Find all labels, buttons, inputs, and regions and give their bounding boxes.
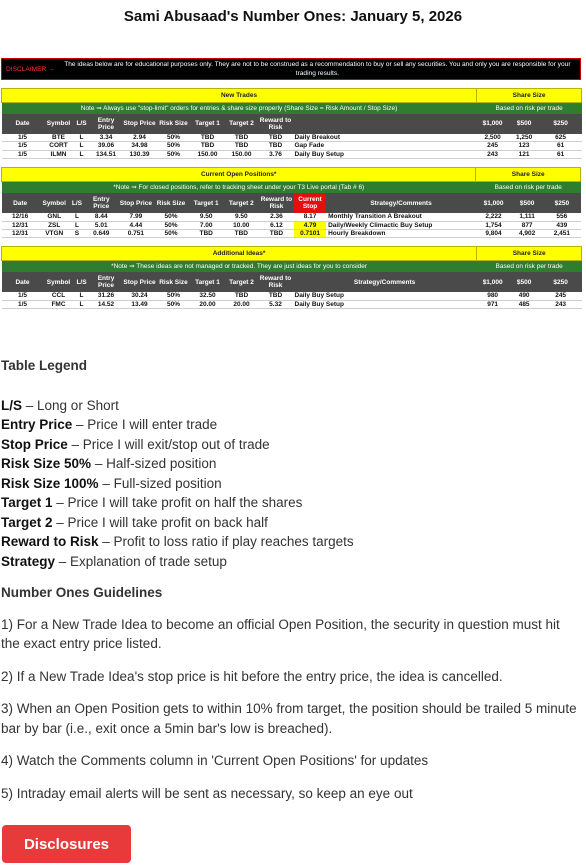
- table-cell: 13.49: [123, 300, 157, 308]
- share-size-title: Share Size: [477, 247, 582, 261]
- table-cell: 12/31: [2, 221, 39, 229]
- table-cell: 1/5: [2, 142, 44, 150]
- table-cell: CORT: [44, 142, 74, 150]
- legend-desc: – Explanation of trade setup: [55, 553, 227, 569]
- legend-term: Target 1: [1, 495, 53, 510]
- legend-term: Strategy: [1, 553, 56, 569]
- legend-desc: – Half-sized position: [91, 456, 217, 471]
- table-cell: TBD: [259, 229, 294, 237]
- table-cell: L: [74, 142, 90, 150]
- legend-title: Table Legend: [1, 358, 88, 373]
- section-title: Current Open Positions*: [2, 168, 476, 182]
- table-cell: TBD: [225, 134, 259, 142]
- legend-desc: – Price I will exit/stop out of trade: [67, 436, 270, 452]
- column-header: Entry Price: [84, 193, 118, 213]
- table-cell: 123: [509, 142, 540, 150]
- legend-term: Risk Size 50%: [1, 456, 92, 471]
- table-cell: S: [70, 229, 84, 237]
- legend-desc: – Price I will enter trade: [72, 417, 218, 432]
- column-header: Strategy/Comments: [293, 272, 477, 292]
- table-cell: 61: [540, 150, 582, 158]
- guideline-item: 5) Intraday email alerts will be sent as necessary, so keep an eye out: [1, 785, 413, 801]
- table-cell: Gap Fade: [293, 142, 477, 150]
- table-cell: Daily Buy Setup: [293, 150, 477, 158]
- column-header: Reward to Risk: [259, 114, 293, 134]
- table-cell: 2,500: [477, 134, 509, 142]
- column-header: Symbol: [39, 193, 70, 213]
- table-cell: GNL: [39, 213, 70, 221]
- table-cell: 50%: [157, 134, 191, 142]
- table-cell: 4.79: [294, 221, 326, 229]
- disclaimer-tag: DISCLAIMER →: [6, 65, 55, 73]
- legend-item: [1, 513, 581, 533]
- column-header: Date: [2, 114, 44, 134]
- column-header: Stop Price: [118, 193, 153, 213]
- column-header: Risk Size: [157, 114, 191, 134]
- column-header: Current Stop: [294, 193, 326, 213]
- section-note: *Note ⇒ These ideas are not managed or tracked. They are just ideas for you to consider: [2, 261, 477, 273]
- table-cell: 4.44: [118, 221, 153, 229]
- table-cell: TBD: [259, 142, 293, 150]
- content-body: [1, 356, 581, 816]
- table-cell: TBD: [189, 229, 224, 237]
- table-cell: 5.01: [84, 221, 118, 229]
- section-title: New Trades: [2, 89, 477, 103]
- table-cell: 12/31: [2, 229, 39, 237]
- disclaimer-text: The ideas below are for educational purposes only. They are not to be construed as a recommendation to buy or sell any securities. You and only you are responsible for your trading results.: [64, 61, 571, 77]
- table-cell: 1/5: [2, 134, 44, 142]
- table-cell: 8.17: [294, 213, 326, 221]
- table-cell: 245: [540, 292, 582, 300]
- table-row: [2, 213, 581, 221]
- column-header: L/S: [74, 114, 90, 134]
- table-cell: Monthly Transition A Breakout: [326, 213, 476, 221]
- table-cell: 121: [509, 150, 540, 158]
- table-cell: 2,222: [476, 213, 511, 221]
- table-cell: 2.36: [259, 213, 294, 221]
- table-cell: 1/5: [2, 300, 44, 308]
- table-cell: 0.649: [84, 229, 118, 237]
- column-header: Target 1: [191, 272, 225, 292]
- table-cell: 490: [509, 292, 540, 300]
- table-cell: 50%: [157, 150, 191, 158]
- section-note: Note ⇒ Always use "stop-limit" orders for entries & share size properly (Share Size = Risk Amount / Stop Size): [2, 103, 477, 115]
- table-cell: 3.34: [90, 134, 123, 142]
- column-header: Risk Size: [157, 272, 191, 292]
- column-header: $1,000: [477, 272, 509, 292]
- guidelines-list: [1, 615, 581, 804]
- table-cell: 20.00: [191, 300, 225, 308]
- table-cell: 7.99: [118, 213, 153, 221]
- column-header: Reward to Risk: [259, 272, 293, 292]
- legend-term: L/S: [1, 397, 23, 413]
- guidelines-title: Number Ones Guidelines: [1, 585, 163, 600]
- table-cell: 50%: [153, 221, 188, 229]
- table-cell: 0.751: [118, 229, 153, 237]
- share-size-title: Share Size: [477, 89, 582, 103]
- table-cell: CCL: [44, 292, 74, 300]
- table-cell: Daily/Weekly Climactic Buy Setup: [326, 221, 476, 229]
- column-header: $500: [509, 114, 540, 134]
- column-header: Target 1: [189, 193, 224, 213]
- legend-item: [1, 493, 581, 513]
- section-note: *Note ⇒ For closed positions, refer to tracking sheet under your T3 Live portal (Tab # 6): [2, 182, 476, 194]
- table-cell: 2.94: [123, 134, 157, 142]
- legend-term: Target 2: [1, 514, 53, 530]
- table-cell: 3.76: [259, 150, 293, 158]
- table-cell: 50%: [157, 142, 191, 150]
- table-cell: 8.44: [84, 213, 118, 221]
- table-cell: 150.00: [191, 150, 225, 158]
- table-cell: TBD: [225, 142, 259, 150]
- table-row: [2, 221, 581, 229]
- column-header: Entry Price: [90, 114, 123, 134]
- legend-item: [1, 474, 581, 494]
- table-cell: 14.52: [90, 300, 123, 308]
- table-cell: 31.26: [90, 292, 123, 300]
- table-cell: L: [70, 221, 84, 229]
- table-cell: Daily Breakout: [293, 134, 477, 142]
- column-header: Target 1: [191, 114, 225, 134]
- number-ones-sheet: [1, 58, 581, 309]
- table-cell: L: [74, 292, 90, 300]
- table-cell: 1,754: [476, 221, 511, 229]
- additional-ideas-section: [1, 246, 581, 309]
- legend-item: [1, 396, 581, 416]
- table-cell: 9,804: [476, 229, 511, 237]
- table-cell: 5.32: [259, 300, 293, 308]
- table-cell: L: [74, 150, 90, 158]
- column-header: $250: [540, 272, 582, 292]
- column-header: Reward to Risk: [259, 193, 294, 213]
- table-cell: Daily Buy Setup: [293, 300, 477, 308]
- table-cell: 50%: [157, 292, 191, 300]
- disclosures-button[interactable]: Disclosures: [2, 825, 131, 863]
- legend-item: [1, 415, 581, 435]
- table-row: [2, 300, 582, 308]
- table-cell: 625: [540, 134, 582, 142]
- column-header: $250: [543, 193, 580, 213]
- section-title: Additional Ideas*: [2, 247, 477, 261]
- table-cell: TBD: [191, 134, 225, 142]
- table-cell: TBD: [224, 229, 259, 237]
- table-cell: 50%: [153, 229, 188, 237]
- column-header: $500: [511, 193, 543, 213]
- table-cell: 1,250: [509, 134, 540, 142]
- guideline-item: 2) If a New Trade Idea's stop price is hit before the entry price, the idea is cancelled.: [1, 668, 503, 684]
- table-cell: 7.00: [189, 221, 224, 229]
- legend-item: [1, 552, 581, 572]
- guideline-item: 3) When an Open Position gets to within 10% from target, the position should be trailed 5 minute bar by bar (i.e., exit once a 5min bar's low is breached).: [1, 701, 577, 736]
- page-title: Sami Abusaad's Number Ones: January 5, 2026: [123, 8, 463, 25]
- table-row: [2, 150, 582, 158]
- table-cell: 1/5: [2, 150, 44, 158]
- table-cell: 2,451: [543, 229, 580, 237]
- table-cell: 9.50: [189, 213, 224, 221]
- table-row: [2, 292, 582, 300]
- table-cell: 243: [477, 150, 509, 158]
- table-cell: BTE: [44, 134, 74, 142]
- legend-list: [1, 396, 581, 572]
- table-cell: L: [74, 300, 90, 308]
- table-cell: 39.06: [90, 142, 123, 150]
- share-size-note: Based on risk per trade: [476, 182, 581, 194]
- table-cell: ZSL: [39, 221, 70, 229]
- column-header: $500: [509, 272, 540, 292]
- new-trades-section: [1, 88, 581, 159]
- column-header: L/S: [74, 272, 90, 292]
- legend-term: Stop Price: [1, 436, 68, 452]
- column-header: [293, 114, 477, 134]
- table-row: [2, 142, 582, 150]
- column-header: L/S: [70, 193, 84, 213]
- table-cell: TBD: [225, 292, 259, 300]
- open-positions-table: [1, 167, 581, 238]
- table-cell: 30.24: [123, 292, 157, 300]
- share-size-note: Based on risk per trade: [477, 103, 582, 115]
- legend-item: [1, 532, 581, 552]
- table-cell: 61: [540, 142, 582, 150]
- table-row: [2, 134, 582, 142]
- column-header: Risk Size: [153, 193, 188, 213]
- table-cell: 971: [477, 300, 509, 308]
- table-cell: 243: [540, 300, 582, 308]
- column-header: $1,000: [477, 114, 509, 134]
- table-cell: TBD: [191, 142, 225, 150]
- table-cell: 556: [543, 213, 580, 221]
- legend-desc: – Full-sized position: [98, 475, 222, 491]
- table-cell: 1/5: [2, 292, 44, 300]
- table-cell: TBD: [259, 292, 293, 300]
- table-cell: 0.7101: [294, 229, 326, 237]
- legend-term: Reward to Risk: [1, 534, 99, 549]
- legend-term: Risk Size 100%: [1, 475, 99, 491]
- new-trades-table: [1, 88, 582, 159]
- legend-item: [1, 435, 581, 455]
- table-cell: Hourly Breakdown: [326, 229, 476, 237]
- column-header: Date: [2, 272, 44, 292]
- table-cell: ILMN: [44, 150, 74, 158]
- table-cell: VTGN: [39, 229, 70, 237]
- table-cell: 20.00: [225, 300, 259, 308]
- table-cell: 877: [511, 221, 543, 229]
- legend-desc: – Price I will take profit on half the shares: [52, 495, 303, 510]
- table-cell: 134.51: [90, 150, 123, 158]
- legend-desc: – Price I will take profit on back half: [52, 514, 268, 530]
- open-positions-section: [1, 167, 581, 238]
- table-cell: 34.98: [123, 142, 157, 150]
- legend-desc: – Profit to loss ratio if play reaches targets: [98, 534, 354, 549]
- table-cell: Daily Buy Setup: [293, 292, 477, 300]
- column-header: Stop Price: [123, 114, 157, 134]
- table-cell: 245: [477, 142, 509, 150]
- table-cell: 980: [477, 292, 509, 300]
- table-cell: FMC: [44, 300, 74, 308]
- table-cell: 9.50: [224, 213, 259, 221]
- table-cell: L: [74, 134, 90, 142]
- legend-desc: – Long or Short: [22, 397, 119, 413]
- column-header: Entry Price: [90, 272, 123, 292]
- legend-item: [1, 454, 581, 474]
- table-row: [2, 229, 581, 237]
- share-size-note: Based on risk per trade: [477, 261, 582, 273]
- table-cell: 50%: [157, 300, 191, 308]
- disclaimer-banner: [1, 58, 581, 80]
- table-cell: 439: [543, 221, 580, 229]
- table-cell: 4,902: [511, 229, 543, 237]
- column-header: Date: [2, 193, 39, 213]
- table-cell: 130.39: [123, 150, 157, 158]
- table-cell: 50%: [153, 213, 188, 221]
- table-cell: L: [70, 213, 84, 221]
- column-header: Stop Price: [123, 272, 157, 292]
- guideline-item: 1) For a New Trade Idea to become an official Open Position, the security in question must hit the exact entry price listed.: [1, 616, 560, 651]
- column-header: $1,000: [476, 193, 511, 213]
- column-header: Symbol: [44, 114, 74, 134]
- share-size-title: Share Size: [476, 168, 581, 182]
- column-header: Target 2: [224, 193, 259, 213]
- table-cell: 10.00: [224, 221, 259, 229]
- column-header: Target 2: [225, 114, 259, 134]
- guideline-item: 4) Watch the Comments column in 'Current Open Positions' for updates: [1, 753, 429, 768]
- column-header: $250: [540, 114, 582, 134]
- table-cell: 1,111: [511, 213, 543, 221]
- table-cell: 32.50: [191, 292, 225, 300]
- column-header: Symbol: [44, 272, 74, 292]
- legend-term: Entry Price: [1, 417, 73, 432]
- table-cell: TBD: [259, 134, 293, 142]
- column-header: Strategy/Comments: [326, 193, 476, 213]
- table-cell: 12/16: [2, 213, 39, 221]
- column-header: Target 2: [225, 272, 259, 292]
- table-cell: 485: [509, 300, 540, 308]
- table-cell: 150.00: [225, 150, 259, 158]
- additional-table: [1, 246, 582, 309]
- table-cell: 6.12: [259, 221, 294, 229]
